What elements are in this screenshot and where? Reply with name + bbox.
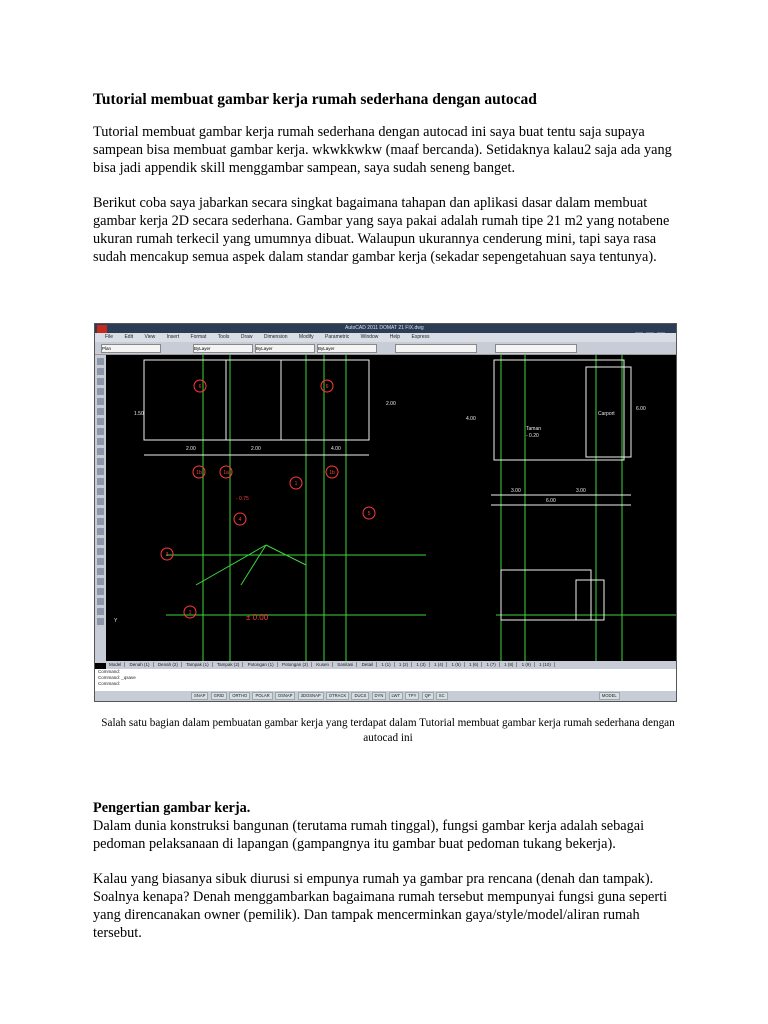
menu-format: Format [190,334,207,340]
dim-label: 2.00 [186,446,196,452]
grid-marker-label: 6 [198,384,202,390]
tab-layout[interactable]: 1 (5) [448,662,464,667]
grid-marker-label: 1 [188,610,192,616]
mtext-tool-icon [97,518,104,525]
tab-layout[interactable]: Potongan (1) [245,662,278,667]
grid-toggle[interactable]: GRID [211,692,227,700]
trim-tool-icon [97,608,104,615]
axis-label: Y [114,618,118,624]
tpy-toggle[interactable]: TPY [405,692,419,700]
lineweight-combo: ByLayer [317,344,377,353]
dim-label: 2.00 [386,401,396,407]
tab-layout[interactable]: 1 (7) [484,662,500,667]
drawing-canvas [106,355,676,661]
definition-paragraph: Dalam dunia konstruksi bangunan (terutama rumah tinggal), fungsi gambar kerja adalah sebagai pedoman pelaksanaan di lapangan (gampangnya itu gambar buat pedoman tukang bekerja). [93,817,645,852]
tab-layout[interactable]: Detail [359,662,378,667]
arc-tool-icon [97,398,104,405]
dimstyle-combo [495,344,577,353]
menu-edit: Edit [124,334,134,340]
sc-toggle[interactable]: SC [436,692,448,700]
tab-layout[interactable]: 1 (1) [378,662,394,667]
grid-marker-label: 4 [238,517,242,523]
prarencana-paragraph: Kalau yang biasanya sibuk diurusi si empunya rumah ya gambar pra rencana (denah dan tampak). Soalnya kenapa? Denah menggambarkan bagaimana rumah tersebut mempunyai fungsi guna seperti yang direncanakan owner (pemilik). Dan tampak mencerminkan gaya/style/model/aliran rumah tersebut. [93,871,668,941]
menu-file: File [105,334,114,340]
figure-caption: Salah satu bagian dalam pembuatan gambar kerja yang terdapat dalam Tutorial membuat gambar kerja rumah sederhana dengan autocad ini [101,717,675,744]
carport-label: Carport [598,411,615,417]
section-heading: Pengertian gambar kerja. [93,800,251,816]
dim-label: 6.00 [636,406,646,412]
tab-layout[interactable]: 1 (6) [466,662,482,667]
tab-layout[interactable]: Denah (1) [127,662,154,667]
menu-express: Express [411,334,430,340]
rectangle-tool-icon [97,388,104,395]
menu-parametric: Parametric [325,334,350,340]
grid-marker-label: 1 [294,481,298,487]
snap-toggle[interactable]: SNAP [191,692,208,700]
tab-layout[interactable]: 1 (9) [519,662,535,667]
tab-layout[interactable]: 1 (2) [396,662,412,667]
layout-tabs [106,661,676,669]
cad-properties-toolbar [95,342,676,355]
qp-toggle[interactable]: QP [422,692,434,700]
article-section [93,800,683,961]
ducs-toggle[interactable]: DUCS [351,692,369,700]
grid-marker-label: 1a [223,470,229,476]
cad-menu-bar [95,333,676,342]
copy-tool-icon [97,538,104,545]
command-line[interactable] [95,669,676,691]
stretch-tool-icon [97,598,104,605]
polyline-tool-icon [97,368,104,375]
lwt-toggle[interactable]: LWT [389,692,404,700]
mirror-tool-icon [97,548,104,555]
grid-marker-label: 6 [325,384,329,390]
autocad-logo-icon [97,325,107,333]
point-tool-icon [97,468,104,475]
extend-tool-icon [97,618,104,625]
color-combo: ByLayer [193,344,253,353]
article-title: Tutorial membuat gambar kerja rumah sederhana dengan autocad [93,91,537,108]
spline-tool-icon [97,428,104,435]
tab-layout[interactable]: 1 (10) [536,662,555,667]
otrack-toggle[interactable]: OTRACK [326,692,349,700]
menu-help: Help [389,334,401,340]
status-bar [95,691,676,701]
layer-combo: Plan [101,344,161,353]
menu-dimension: Dimension [263,334,288,340]
polar-toggle[interactable]: POLAR [252,692,272,700]
window-controls [632,325,672,332]
gradient-tool-icon [97,488,104,495]
intro-paragraph: Tutorial membuat gambar kerja rumah sederhana dengan autocad ini saya buat tentu saja supaya sampean bisa membuat gambar kerja. wkwkkwkw (maaf bercanda). Setidaknya kalau2 saja ada yang bisa jadi appendik skill menggambar sampean, saya sudah seneng banget. [93,124,672,176]
ellipse-tool-icon [97,438,104,445]
dim-label: 3.00 [511,488,521,494]
scale-tool-icon [97,588,104,595]
cloud-tool-icon [97,418,104,425]
tab-layout[interactable]: Denah (2) [155,662,182,667]
tab-layout[interactable]: Kusen [313,662,333,667]
linetype-combo: ByLayer [255,344,315,353]
menu-insert: Insert [166,334,180,340]
draw-toolbar [95,355,106,663]
menu-view: View [144,334,156,340]
circle-tool-icon [97,408,104,415]
dim-label: 1.50 [134,411,144,417]
grid-marker-label: 1b [196,470,202,476]
hatch-tool-icon [97,478,104,485]
tab-layout[interactable]: 1 (3) [413,662,429,667]
tab-layout[interactable]: Potongan (2) [279,662,312,667]
autocad-screenshot [94,323,677,702]
offset-tool-icon [97,558,104,565]
tab-model[interactable]: Model [106,662,125,667]
region-tool-icon [97,498,104,505]
model-space-button[interactable]: MODEL [599,692,620,700]
steps-paragraph: Berikut coba saya jabarkan secara singkat bagaimana tahapan dan aplikasi dasar dalam membuat gambar kerja 2D secara sederhana. Gambar yang saya pakai adalah rumah tipe 21 m2 yang notabene ukuran rumah terkecil yang umumnya dibuat. Walaupun ukurannya cenderung mini, tapi saya rasa sudah mencakup semua aspek dalam standar gambar kerja (sekadar sepengetahuan saya tentunya). [93,195,670,265]
grid-marker-label: 3 [165,552,169,558]
move-tool-icon [97,528,104,535]
menu-draw: Draw [240,334,253,340]
make-block-icon [97,458,104,465]
dim-label: 2.00 [251,446,261,452]
ortho-toggle[interactable]: ORTHO [229,692,250,700]
menu-window: Window [360,334,379,340]
level-label: - 0.75 [236,496,249,502]
tab-layout[interactable]: Tampak (1) [183,662,213,667]
dim-label: 3.00 [576,488,586,494]
article [93,90,683,285]
level-label: ± 0.00 [246,613,269,622]
rotate-tool-icon [97,578,104,585]
osnap-toggle[interactable]: OSNAP [275,692,296,700]
tab-layout[interactable]: 1 (8) [501,662,517,667]
cad-title-bar [95,324,676,333]
tab-layout[interactable]: Tampak (2) [214,662,244,667]
dim-label: 6.00 [546,498,556,504]
grid-marker-label: 5 [367,511,371,517]
dim-label: 4.00 [466,416,476,422]
taman-level: - 0.20 [526,433,539,439]
style-combo [395,344,477,353]
dyn-toggle[interactable]: DYN [372,692,387,700]
command-history-line: Command: _qsave [98,675,136,680]
array-tool-icon [97,568,104,575]
taman-label: Taman [526,426,542,432]
table-tool-icon [97,508,104,515]
insert-block-icon [97,448,104,455]
menu-tools: Tools [217,334,230,340]
command-history-line: Command: [98,669,121,674]
dim-label: 4.00 [331,446,341,452]
command-prompt[interactable]: Command: [98,681,121,686]
tab-layout[interactable]: 1 (4) [431,662,447,667]
3dosnap-toggle[interactable]: 3DOSNAP [298,692,324,700]
grid-marker-label: 1b [329,470,335,476]
polygon-tool-icon [97,378,104,385]
line-tool-icon [97,358,104,365]
cad-window-title: AutoCAD 2011 DOMAT 21 FIX.dwg [345,325,424,331]
menu-modify: Modify [298,334,314,340]
tab-layout[interactable]: Sanitasi [334,662,357,667]
